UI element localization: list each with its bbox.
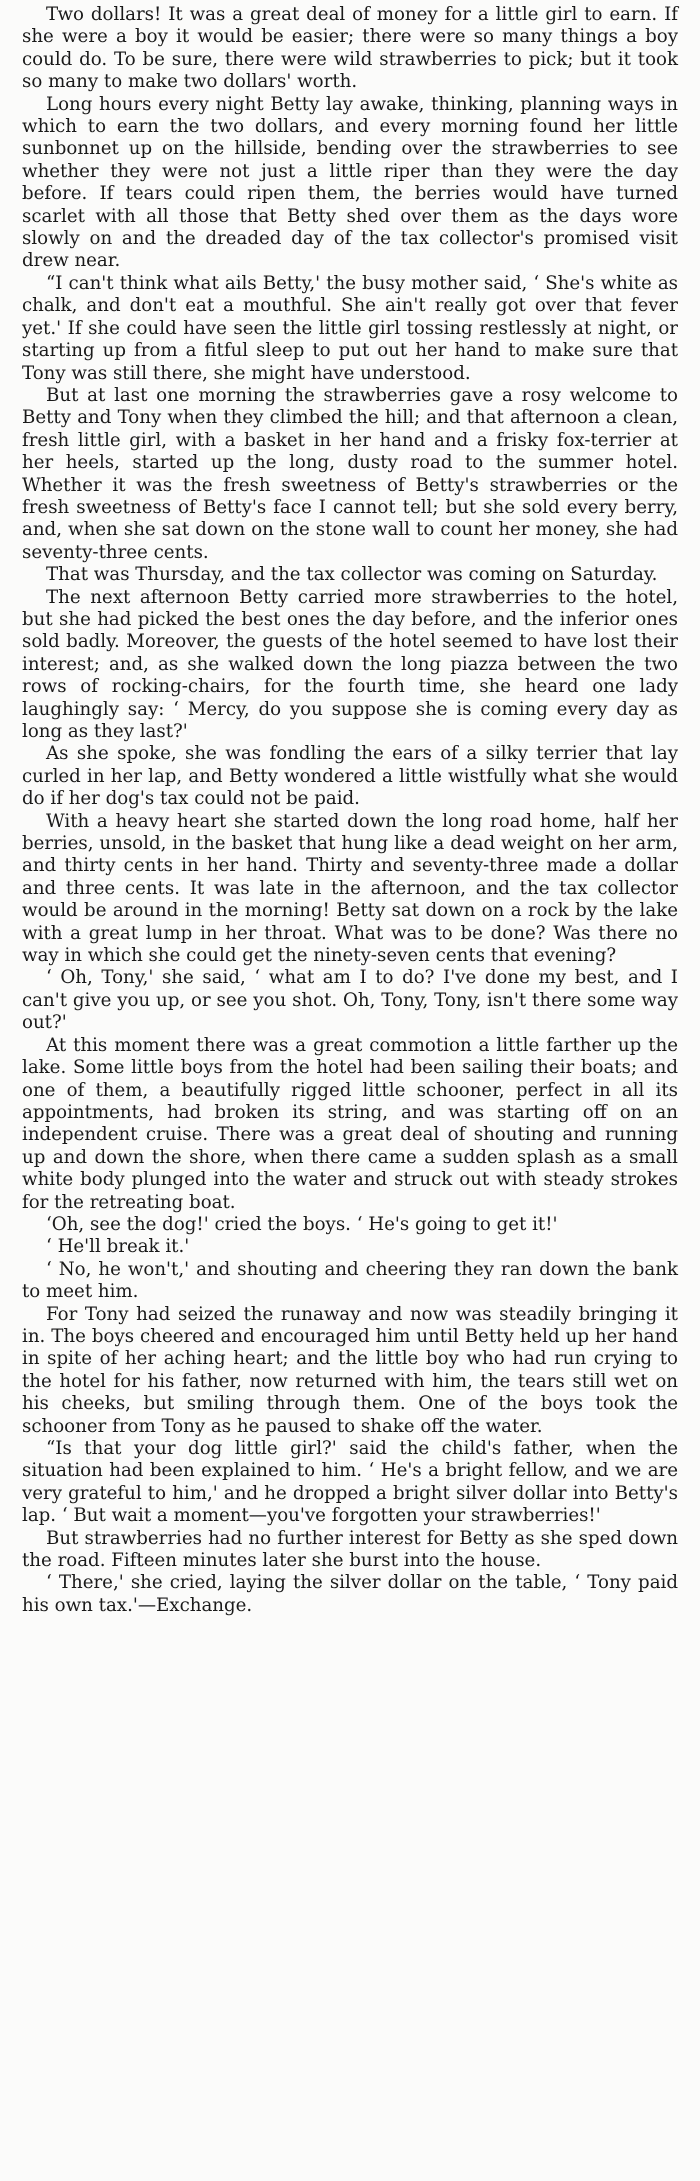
article-column <box>22 4 678 1617</box>
paragraph-long-hours: Long hours every night Betty lay awake, thinking, planning ways in which to earn the two dollars, and every morning found her little sunbonnet up on the hillside, bending over the strawberries to see whether they were not just a little riper than they were the day before. If tears could ripen them, the berries would have turned scarlet with all those that Betty shed over them as the days wore slowly on and the dreaded day of the tax collector's promised visit drew near. <box>22 93 678 272</box>
paragraph-tony-paid-tax: ‘ There,' she cried, laying the silver dollar on the table, ‘ Tony paid his own tax.'—Exchange. <box>22 1572 678 1616</box>
paragraph-two-dollars: Two dollars! It was a great deal of money for a little girl to earn. If she were a boy it would be easier; there were so many things a boy could do. To be sure, there were wild strawberries to pick; but it took so many to make two dollars' worth. <box>22 4 678 93</box>
paragraph-break-it: ‘ He'll break it.' <box>46 1236 190 1258</box>
paragraph-heavy-heart: With a heavy heart she started down the long road home, half her berries, unsold, in the basket that hung like a dead weight on her arm, and thirty cents in her hand. Thirty and seventy-three made a dollar and three cents. It was late in the afternoon, and the tax collector would be around in the morning! Betty sat down on a rock by the lake with a great lump in her throat. What was to be done? Was there no way in which she could get the ninety-seven cents that evening? <box>22 810 678 967</box>
paragraph-oh-tony: ‘ Oh, Tony,' she said, ‘ what am I to do? I've done my best, and I can't give you up, or see you shot. Oh, Tony, Tony, isn't there some way out?' <box>22 967 678 1034</box>
paragraph-silky-terrier: As she spoke, she was fondling the ears of a silky terrier that lay curled in her lap, and Betty wondered a little wistfully what she would do if her dog's tax could not be paid. <box>22 743 678 810</box>
paragraph-see-the-dog: ‘Oh, see the dog!' cried the boys. ‘ He's going to get it!' <box>46 1213 558 1235</box>
paragraph-strawberries-welcome: But at last one morning the strawberries gave a rosy welcome to Betty and Tony when they climbed the hill; and that afternoon a clean, fresh little girl, with a basket in her hand and a frisky fox-terrier at her heels, started up the long, dusty road to the summer hotel. Whether it was the fresh sweetness of Betty's strawberries or the fresh sweetness of Betty's face I cannot tell; but she sold every berry, and, when she sat down on the stone wall to count her money, she had seventy-three cents. <box>22 384 678 563</box>
paragraph-next-afternoon: The next afternoon Betty carried more strawberries to the hotel, but she had picked the best ones the day before, and the inferior ones sold badly. Moreover, the guests of the hotel seemed to have lost their interest; and, as she walked down the long piazza between the two rows of rocking-chairs, for the fourth time, she heard one lady laughingly say: ‘ Mercy, do you suppose she is coming every day as long as they last?' <box>22 586 678 742</box>
paragraph-thursday: That was Thursday, and the tax collector was coming on Saturday. <box>46 564 658 586</box>
paragraph-is-that-your-dog: “Is that your dog little girl?' said the child's father, when the situation had been explained to him. ‘ He's a bright fellow, and we are very grateful to him,' and he dropped a bright silver dollar into Betty's lap. ‘ But wait a moment—you've forgotten your strawberries!' <box>22 1438 678 1527</box>
paragraph-mother-said: “I can't think what ails Betty,' the busy mother said, ‘ She's white as chalk, and don't eat a mouthful. She ain't really got over that fever yet.' If she could have seen the little girl tossing restlessly at night, or starting up from a fitful sleep to put out her hand to make sure that Tony was still there, she might have understood. <box>22 272 678 384</box>
paragraph-tony-seized: For Tony had seized the runaway and now was steadily bringing it in. The boys cheered and encouraged him until Betty held up her hand in spite of her aching heart; and the little boy who had run crying to the hotel for his father, now returned with him, the tears still wet on his cheeks, but smiling through them. One of the boys took the schooner from Tony as he paused to shake off the water. <box>22 1303 678 1437</box>
paragraph-no-he-wont: ‘ No, he won't,' and shouting and cheering they ran down the bank to meet him. <box>22 1258 678 1303</box>
paragraph-sped-down-road: But strawberries had no further interest for Betty as she sped down the road. Fifteen minutes later she burst into the house. <box>22 1527 678 1572</box>
paragraph-commotion: At this moment there was a great commotion a little farther up the lake. Some little boys from the hotel had been sailing their boats; and one of them, a beautifully rigged little schooner, perfect in all its appointments, had broken its string, and was starting off on an independent cruise. There was a great deal of shouting and running up and down the shore, when there came a sudden splash as a small white body plunged into the water and struck out with steady strokes for the retreating boat. <box>22 1034 678 1213</box>
